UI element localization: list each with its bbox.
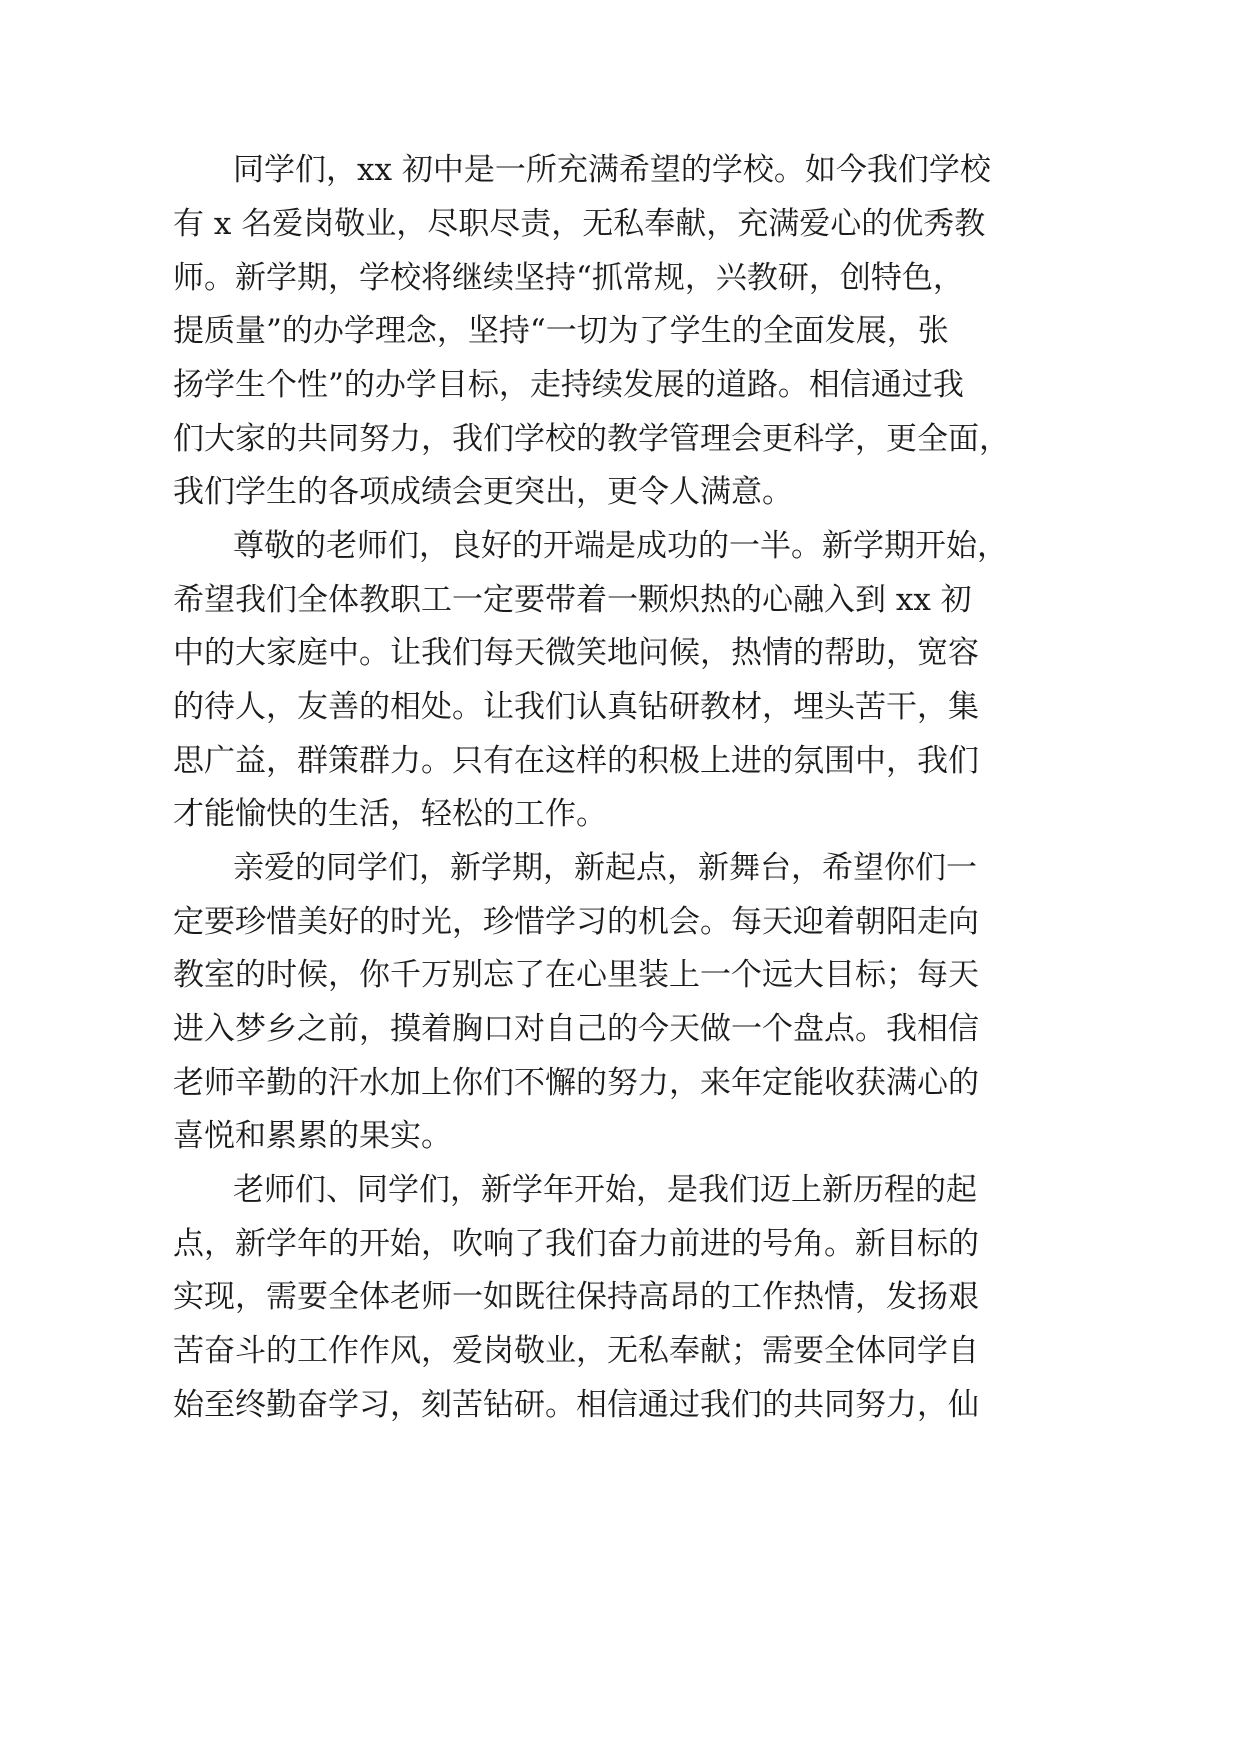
text-line: 希望我们全体教职工一定要带着一颗炽热的心融入到 xx 初 (173, 582, 972, 618)
text-line: 中的大家庭中。让我们每天微笑地问候，热情的帮助，宽容 (173, 635, 979, 671)
text-line: 尊敬的老师们，良好的开端是成功的一半。新学期开始， (233, 528, 1008, 564)
text-line: 老师辛勤的汗水加上你们不懈的努力，来年定能收获满心的 (173, 1065, 979, 1101)
text-line: 的待人，友善的相处。让我们认真钻研教材，埋头苦干，集 (173, 689, 979, 725)
text-line: 始至终勤奋学习，刻苦钻研。相信通过我们的共同努力，仙 (173, 1387, 979, 1423)
text-line: 提质量”的办学理念，坚持“一切为了学生的全面发展，张 (173, 313, 949, 349)
text-line: 亲爱的同学们，新学期，新起点，新舞台，希望你们一 (233, 850, 977, 886)
text-line: 老师们、同学们，新学年开始，是我们迈上新历程的起 (233, 1172, 977, 1208)
text-line: 同学们，xx 初中是一所充满希望的学校。如今我们学校 (233, 152, 991, 188)
text-line: 进入梦乡之前，摸着胸口对自己的今天做一个盘点。我相信 (173, 1011, 979, 1047)
text-line: 点，新学年的开始，吹响了我们奋力前进的号角。新目标的 (173, 1226, 979, 1262)
text-line: 师。新学期，学校将继续坚持“抓常规，兴教研，创特色， (173, 260, 964, 296)
text-line: 实现，需要全体老师一如既往保持高昂的工作热情，发扬艰 (173, 1279, 979, 1315)
text-line: 们大家的共同努力，我们学校的教学管理会更科学，更全面， (173, 421, 1010, 457)
text-line: 教室的时候，你千万别忘了在心里装上一个远大目标；每天 (173, 957, 979, 993)
text-line: 定要珍惜美好的时光，珍惜学习的机会。每天迎着朝阳走向 (173, 904, 979, 940)
text-line: 我们学生的各项成绩会更突出，更令人满意。 (173, 474, 793, 510)
text-line: 扬学生个性”的办学目标，走持续发展的道路。相信通过我 (173, 367, 964, 403)
text-line: 才能愉快的生活，轻松的工作。 (173, 796, 607, 832)
text-line: 有 x 名爱岗敬业，尽职尽责，无私奉献，充满爱心的优秀教 (173, 206, 986, 242)
text-line: 喜悦和累累的果实。 (173, 1118, 452, 1154)
text-line: 思广益，群策群力。只有在这样的积极上进的氛围中，我们 (173, 743, 979, 779)
text-line: 苦奋斗的工作作风，爱岗敬业，无私奉献；需要全体同学自 (173, 1333, 979, 1369)
